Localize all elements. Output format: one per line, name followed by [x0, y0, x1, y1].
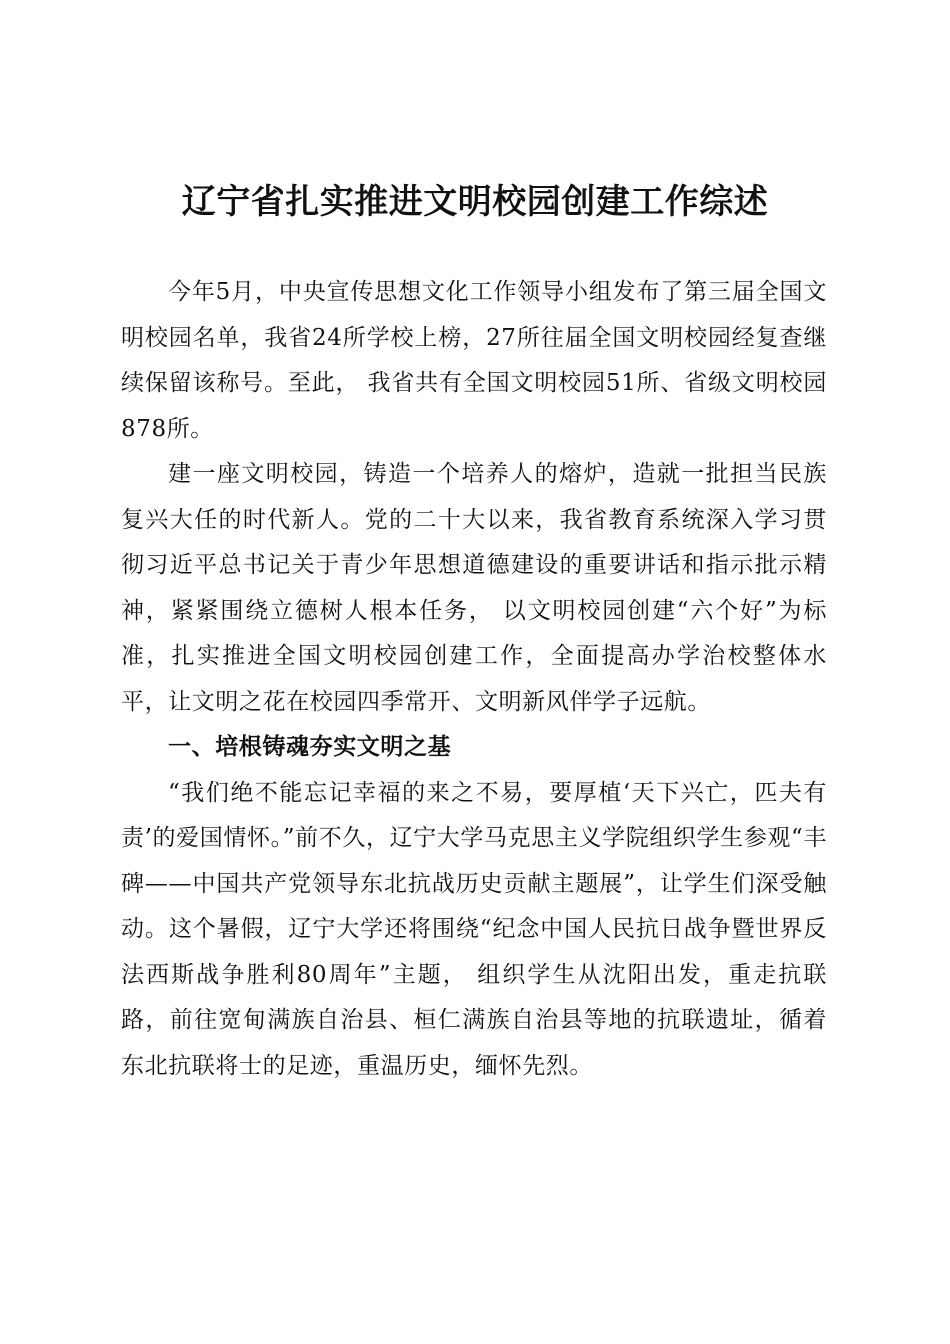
document-body — [121, 270, 827, 1089]
paragraph-section1: “我们绝不能忘记幸福的来之不易，要厚植‘天下兴亡，匹夫有责’的爱国情怀。”前不久，辽宁大学马克思主义学院组织学生参观“丰碑——中国共产党领导东北抗战历史贡献主题展”，让学生们深受触动。这个暑假，辽宁大学还将围绕“纪念中国人民抗日战争暨世界反法西斯战争胜利80周年”主题， 组织学生从沈阳出发，重走抗联路，前往宽甸满族自治县、桓仁满族自治县等地的抗联遗址，循着东北抗联将士的足迹，重温历史，缅怀先烈。 — [121, 779, 827, 1079]
section-heading: 一、培根铸魂夯实文明之基 — [168, 734, 452, 760]
paragraph-overview: 建一座文明校园，铸造一个培养人的熔炉，造就一批担当民族复兴大任的时代新人。党的二十大以来，我省教育系统深入学习贯彻习近平总书记关于青少年思想道德建设的重要讲话和指示批示精神，紧紧围绕立德树人根本任务， 以文明校园创建“六个好”为标准，扎实推进全国文明校园创建工作，全面提高办学治校整体水平，让文明之花在校园四季常开、文明新风伴学子远航。 — [121, 461, 827, 715]
document-title: 辽宁省扎实推进文明校园创建工作综述 — [181, 182, 769, 222]
paragraph-intro: 今年5月，中央宣传思想文化工作领导小组发布了第三届全国文明校园名单，我省24所学校上榜，27所往届全国文明校园经复查继续保留该称号。至此， 我省共有全国文明校园51所、省级文明校园878所。 — [121, 279, 827, 442]
